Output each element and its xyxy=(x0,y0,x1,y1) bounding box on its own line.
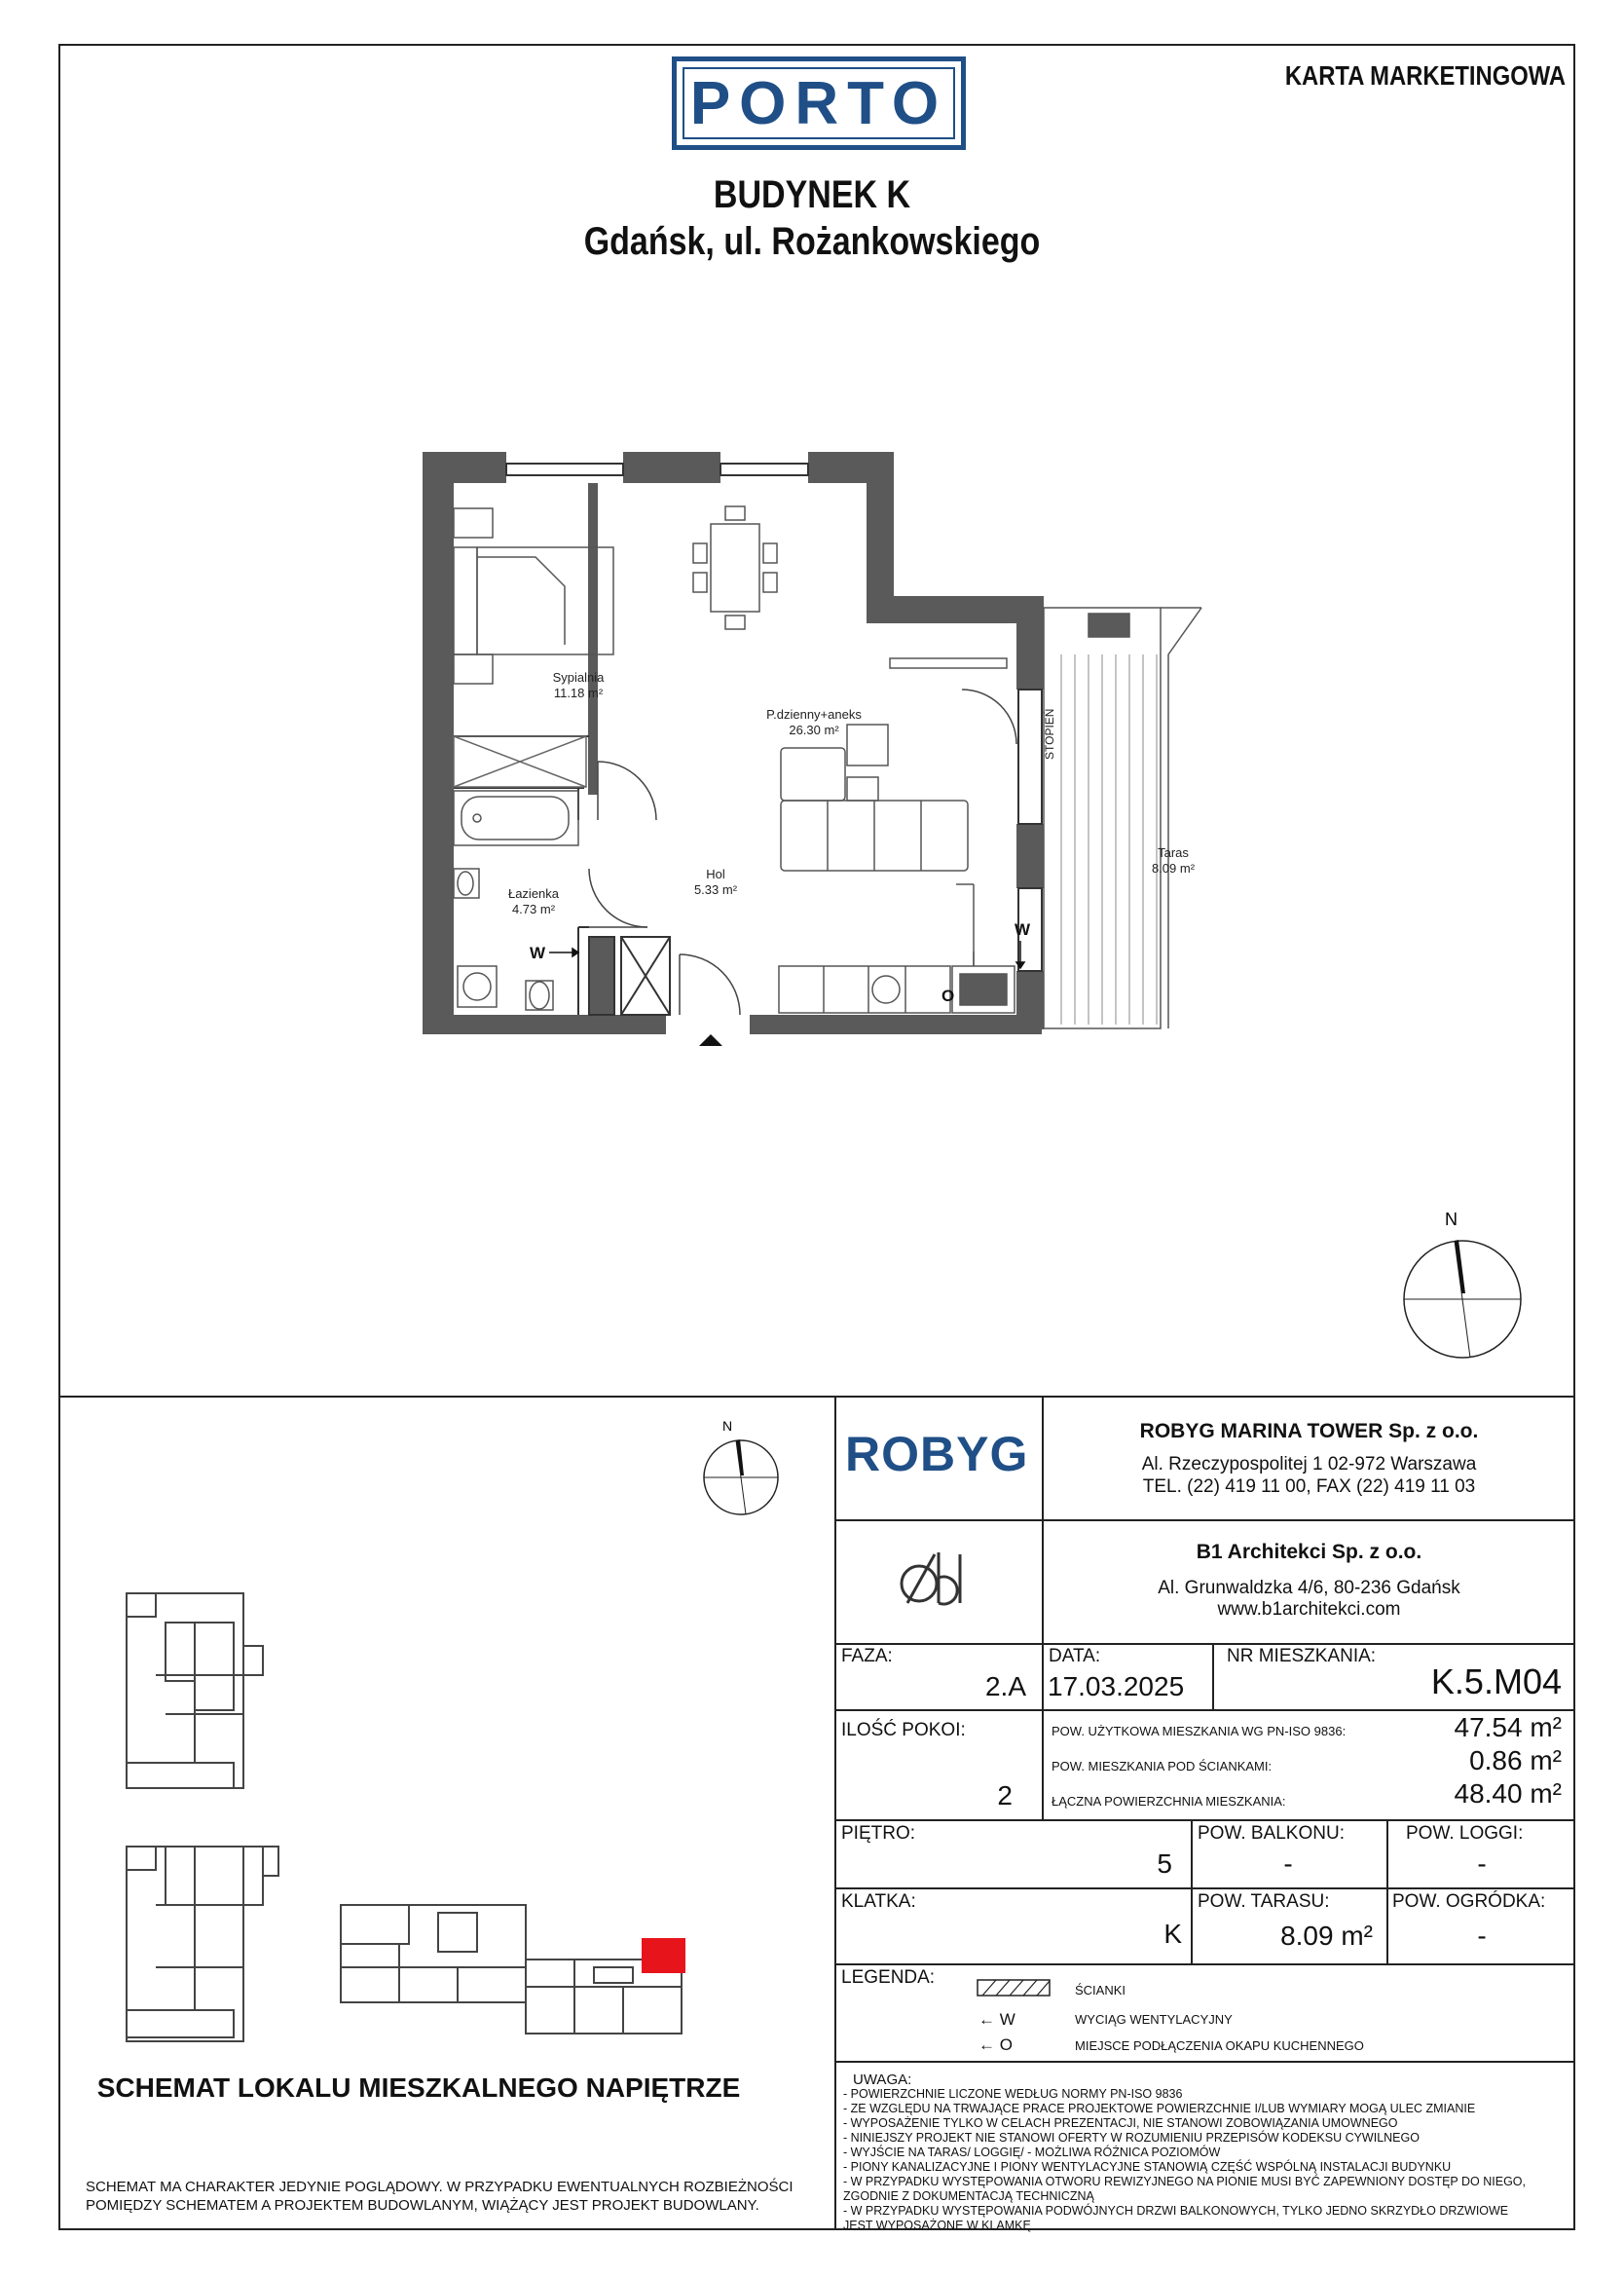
room-sypialnia-area: 11.18 m² xyxy=(553,686,604,700)
table-row-line xyxy=(834,1963,1575,1965)
nr-label: NR MIESZKANIA: xyxy=(1227,1646,1377,1666)
room-taras-area: 8.09 m² xyxy=(1151,861,1196,876)
table-divider-faza xyxy=(1042,1643,1044,1709)
table-row-line xyxy=(834,1643,1575,1645)
legend-item-scianki: ŚCIANKI xyxy=(1075,1983,1126,1997)
card-type-label: KARTA MARKETINGOWA xyxy=(1284,60,1566,91)
table-divider-balkon xyxy=(1386,1819,1388,1965)
robyg-logo: ROBYG xyxy=(845,1427,1029,1481)
room-hol-name: Hol xyxy=(706,867,725,881)
legend-hood-symbol xyxy=(978,2035,1013,2055)
taras-label: POW. TARASU: xyxy=(1198,1891,1330,1912)
room-lazienka-name: Łazienka xyxy=(507,886,560,901)
klatka-label: KLATKA: xyxy=(841,1891,916,1912)
legend-wall-swatch xyxy=(977,1979,1051,1997)
notes-line: - PIONY KANALIZACYJNE I PIONY WENTYLACYJNE STANOWIĄ CZĘŚĆ WSPÓLNĄ INSTALACJI BUDYNKU xyxy=(843,2160,1452,2174)
architect-address: Al. Grunwaldzka 4/6, 80-236 Gdańsk xyxy=(1158,1578,1460,1598)
room-dzienny-name: P.dzienny+aneks xyxy=(766,707,862,722)
room-hol-area: 5.33 m² xyxy=(693,882,738,897)
room-sypialnia-name: Sypialnia xyxy=(552,670,605,685)
section-divider xyxy=(58,1396,1575,1398)
keyplan-highlight xyxy=(642,1938,685,1973)
notes-line: ZGODNIE Z DOKUMENTACJĄ TECHNICZNĄ xyxy=(843,2189,1094,2203)
keyplan-compass xyxy=(697,1417,785,1524)
architect-name: B1 Architekci Sp. z o.o. xyxy=(1196,1541,1422,1563)
keyplan-title: SCHEMAT LOKALU MIESZKALNEGO NAPIĘTRZE xyxy=(96,2072,741,2103)
table-row-line xyxy=(834,2061,1575,2063)
table-row-line xyxy=(834,1519,1575,1521)
room-dzienny-area: 26.30 m² xyxy=(789,723,839,737)
floor-plan xyxy=(419,450,1266,1054)
keyplan-compass-north-label: N xyxy=(722,1418,733,1434)
klatka-value: K xyxy=(1163,1919,1182,1949)
table-divider-data xyxy=(1212,1643,1214,1709)
table-divider-pietro xyxy=(1191,1819,1193,1965)
compass-north-label: N xyxy=(1445,1210,1458,1229)
vent-mark-bath: W xyxy=(530,944,546,962)
notes-line: - ZE WZGLĘDU NA TRWAJĄCE PRACE PROJEKTOWE POWIERZCHNIE I/LUB WYMIARY MOGĄ ULEC ZMIANIE xyxy=(843,2102,1476,2115)
ogrodek-label: POW. OGRÓDKA: xyxy=(1392,1891,1546,1912)
notes-line: - W PRZYPADKU WYSTĘPOWANIA OTWORU REWIZYJNEGO NA PIONIE MUSI BYĆ ZAPEWNIONY DOSTĘP DO NIEGO, xyxy=(843,2175,1526,2188)
notes-block xyxy=(843,2072,1564,2233)
architect-web: www.b1architekci.com xyxy=(1217,1599,1401,1620)
pokoje-value: 2 xyxy=(997,1780,1013,1810)
loggia-value: - xyxy=(1477,1848,1487,1879)
pow-uzytkowa-value: 47.54 m² xyxy=(1454,1712,1562,1742)
room-taras-name: Taras xyxy=(1158,845,1189,860)
developer-phone: TEL. (22) 419 11 00, FAX (22) 419 11 03 xyxy=(1142,1476,1476,1497)
notes-line: - W PRZYPADKU WYSTĘPOWANIA PODWÓJNYCH DRZWI BALKONOWYCH, TYLKO JEDNO SKRZYDŁO DRZWIOWE xyxy=(843,2204,1509,2218)
legend-vent-letter: W xyxy=(999,2010,1015,2029)
legend-label: LEGENDA: xyxy=(841,1967,936,1988)
legend-vent-symbol xyxy=(978,2010,1015,2030)
legend-arrow-icon: ← xyxy=(978,2035,995,2054)
notes-line: - WYJŚCIE NA TARAS/ LOGGIĘ/ - MOŻLIWA RÓŻNICA POZIOMÓW xyxy=(843,2146,1221,2159)
table-divider-pokoje xyxy=(1042,1709,1044,1821)
legend-item-okap: MIEJSCE PODŁĄCZENIA OKAPU KUCHENNEGO xyxy=(1075,2038,1364,2053)
pow-scianki-value: 0.86 m² xyxy=(1469,1745,1562,1775)
table-row-line xyxy=(834,1819,1575,1821)
notes-line: - POWIERZCHNIE LICZONE WEDŁUG NORMY PN-ISO 9836 xyxy=(843,2087,1183,2101)
keyplan-drawing xyxy=(107,1578,711,2045)
porto-logo-text: PORTO xyxy=(689,69,948,137)
pow-laczna-label: ŁĄCZNA POWIERZCHNIA MIESZKANIA: xyxy=(1052,1794,1286,1809)
keyplan-disclaimer-line-1: SCHEMAT MA CHARAKTER JEDYNIE POGLĄDOWY. W PRZYPADKU EWENTUALNYCH ROZBIEŻNOŚCI xyxy=(86,2179,794,2195)
faza-label: FAZA: xyxy=(841,1646,893,1666)
ogrodek-value: - xyxy=(1477,1921,1487,1951)
address-title: Gdańsk, ul. Rożankowskiego xyxy=(583,220,1041,263)
notes-line: - NINIEJSZY PROJEKT NIE STANOWI OFERTY W ROZUMIENIU PRZEPISÓW KODEKSU CYWILNEGO xyxy=(843,2131,1420,2145)
nr-value: K.5.M04 xyxy=(1430,1661,1562,1701)
vent-mark-kitchen: W xyxy=(1015,920,1031,939)
porto-logo xyxy=(672,56,966,150)
table-row-line xyxy=(834,1887,1575,1889)
notes-line: - WYPOSAŻENIE TYLKO W CELACH PREZENTACJI, NIE STANOWI ZOBOWIĄZANIA UMOWNEGO xyxy=(843,2116,1398,2130)
pietro-label: PIĘTRO: xyxy=(841,1823,916,1844)
building-title: BUDYNEK K xyxy=(713,173,911,216)
pow-scianki-label: POW. MIESZKANIA POD ŚCIANKAMI: xyxy=(1052,1759,1273,1773)
balkon-value: - xyxy=(1283,1848,1293,1879)
data-label: DATA: xyxy=(1049,1646,1101,1666)
developer-address: Al. Rzeczypospolitej 1 02-972 Warszawa xyxy=(1141,1454,1477,1474)
pokoje-label: ILOŚĆ POKOI: xyxy=(841,1720,966,1740)
north-compass xyxy=(1392,1206,1529,1362)
pow-laczna-value: 48.40 m² xyxy=(1454,1778,1562,1809)
keyplan-disclaimer-line-2: POMIĘDZY SCHEMATEM A PROJEKTEM BUDOWLANYM, WIĄŻĄCY JEST PROJEKT BUDOWLANY. xyxy=(86,2197,759,2214)
taras-value: 8.09 m² xyxy=(1280,1921,1373,1951)
legend-hood-letter: O xyxy=(999,2035,1013,2054)
notes-title: UWAGA: xyxy=(853,2072,912,2088)
step-label: STOPIEŃ xyxy=(1043,708,1056,760)
pow-uzytkowa-label: POW. UŻYTKOWA MIESZKANIA WG PN-ISO 9836: xyxy=(1052,1724,1347,1738)
pietro-value: 5 xyxy=(1157,1848,1172,1879)
data-value: 17.03.2025 xyxy=(1048,1671,1185,1701)
keyplan-disclaimer xyxy=(86,2178,845,2215)
developer-name: ROBYG MARINA TOWER Sp. z o.o. xyxy=(1139,1420,1479,1442)
hood-mark: O xyxy=(941,987,955,1005)
legend-item-wyciag: WYCIĄG WENTYLACYJNY xyxy=(1075,2012,1233,2027)
table-row-line xyxy=(834,1709,1575,1711)
notes-line: JEST WYPOSAŻONE W KLAMKĘ xyxy=(843,2219,1031,2232)
legend-arrow-icon: ← xyxy=(978,2010,995,2029)
loggia-label: POW. LOGGI: xyxy=(1406,1823,1524,1844)
faza-value: 2.A xyxy=(984,1671,1026,1701)
balkon-label: POW. BALKONU: xyxy=(1198,1823,1345,1844)
b1-architekci-logo xyxy=(896,1549,974,1607)
room-lazienka-area: 4.73 m² xyxy=(511,902,556,916)
